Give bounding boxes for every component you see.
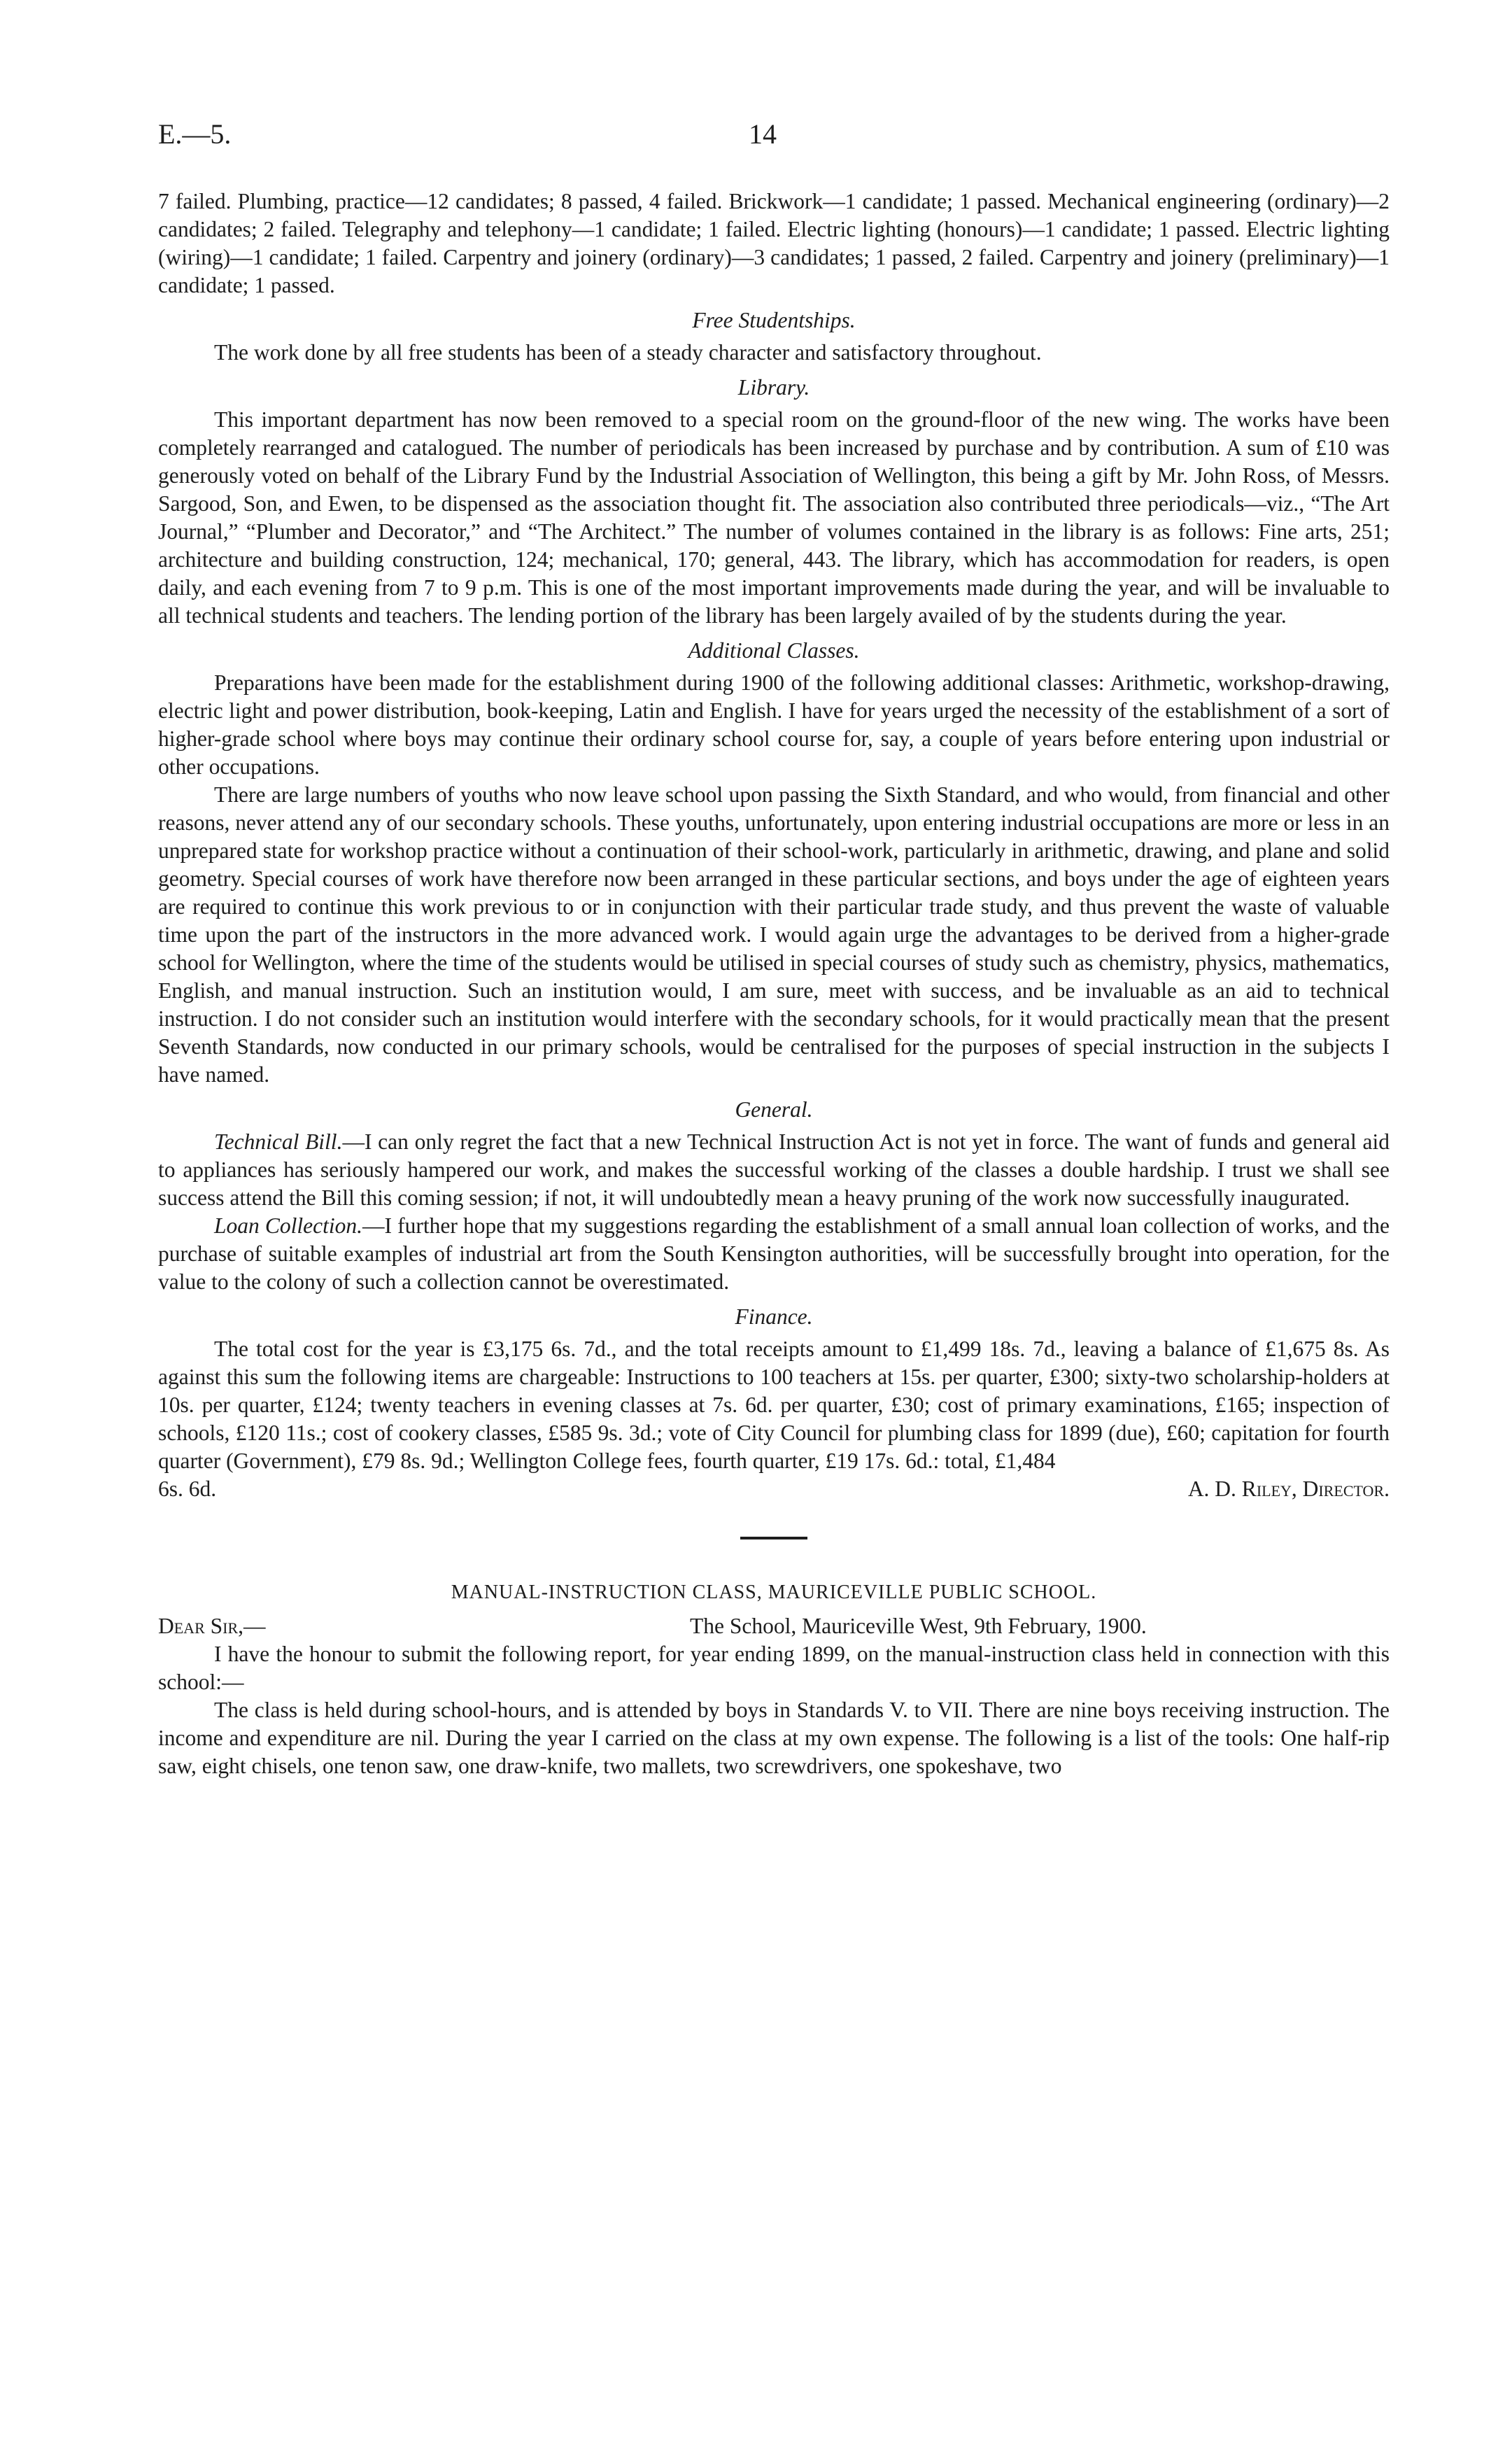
letter-address: The School, Mauriceville West, 9th February, 1900.: [690, 1614, 1147, 1638]
free-studentships-heading: Free Studentships.: [692, 308, 856, 332]
intro-paragraph: 7 failed. Plumbing, practice—12 candidates; 8 passed, 4 failed. Brickwork—1 candidate; 1 passed. Mechanical engineering (ordinary)—2 candidates; 2 failed. Telegraphy and telephony—1 candidate; 1 failed. Electric lighting (honours)—1 candidate; 1 passed. Electric lighting (wiring)—1 candidate; 1 failed. Carpentry and joinery (ordinary)—3 candidates; 1 passed, 2 failed. Carpentry and joinery (preliminary)—1 candidate; 1 passed.: [158, 189, 1390, 297]
loan-collection-text: —I further hope that my suggestions regarding the establishment of a small annual loan collection of works, and the purchase of suitable examples of industrial art from the South Kensington authorities, will be successfully brought into operation, for the value to the colony of such a collection cannot be overestimated.: [158, 1213, 1390, 1294]
mauriceville-caption: MANUAL-INSTRUCTION CLASS, MAURICEVILLE PUBLIC SCHOOL.: [451, 1581, 1097, 1603]
technical-bill-paragraph: [158, 1128, 1390, 1212]
salutation: Dear Sir,—: [158, 1614, 266, 1638]
finance-last-line: 6s. 6d.: [158, 1477, 217, 1501]
finance-heading: Finance.: [735, 1304, 813, 1329]
free-studentships-paragraph: The work done by all free students has been of a steady character and satisfactory throughout.: [214, 340, 1042, 365]
letter-opening: [158, 1612, 1390, 1640]
general-heading: General.: [735, 1097, 813, 1122]
document-body: [158, 188, 1390, 1780]
section-divider: [740, 1537, 807, 1539]
mauriceville-paragraph-1: I have the honour to submit the following report, for year ending 1899, on the manual-instruction class held in connection with this school:—: [158, 1642, 1390, 1694]
loan-collection-lead: Loan Collection.: [214, 1213, 362, 1238]
mauriceville-paragraph-2: The class is held during school-hours, and is attended by boys in Standards V. to VII. There are nine boys receiving instruction. The income and expenditure are nil. During the year I carried on the class at my own expense. The following is a list of the tools: One half-rip saw, eight chisels, one tenon saw, one draw-knife, two mallets, two screwdrivers, one spokeshave, two: [158, 1698, 1390, 1778]
library-paragraph: This important department has now been removed to a special room on the ground-floor of the new wing. The works have been completely rearranged and catalogued. The number of periodicals has been increased by purchase and by contribution. A sum of £10 was generously voted on behalf of the Library Fund by the Industrial Association of Wellington, this being a gift by Mr. John Ross, of Messrs. Sargood, Son, and Ewen, to be dispensed as the association thought fit. The association also contributed three periodicals—viz., “The Art Journal,” “Plumber and Decorator,” and “The Architect.” The number of volumes contained in the library is as follows: Fine arts, 251; architecture and building construction, 124; mechanical, 170; general, 443. The library, which has accommodation for readers, is open daily, and each evening from 7 to 9 p.m. This is one of the most important improvements made during the year, and will be invaluable to all technical students and teachers. The lending portion of the library has been largely availed of by the students during the year.: [158, 407, 1390, 628]
additional-classes-heading: Additional Classes.: [688, 638, 860, 663]
technical-bill-lead: Technical Bill.: [214, 1129, 343, 1154]
page-number: 14: [749, 118, 777, 150]
additional-classes-paragraph-2: There are large numbers of youths who now leave school upon passing the Sixth Standard, and who would, from financial and other reasons, never attend any of our secondary schools. These youths, unfortunately, upon entering industrial occupations are more or less in an unprepared state for workshop practice without a continuation of their school-work, particularly in arithmetic, drawing, and plane and solid geometry. Special courses of work have therefore now been arranged in these particular sections, and boys under the age of eighteen years are required to continue this work previous to or in conjunction with their particular trade study, and thus prevent the waste of valuable time upon the part of the instructors in the more advanced work. I would again urge the advantages to be derived from a higher-grade school for Wellington, where the time of the students would be utilised in special courses of study such as chemistry, physics, mathematics, English, and manual instruction. Such an institution would, I am sure, meet with success, and be invaluable as an aid to technical instruction. I do not consider such an institution would interfere with the secondary schools, for it would practically mean that the present Seventh Standards, now conducted in our primary schools, would be centralised for the purposes of special instruction in the subjects I have named.: [158, 782, 1390, 1087]
finance-signature: A. D. Riley, Director.: [1187, 1477, 1390, 1501]
finance-paragraph: The total cost for the year is £3,175 6s. 7d., and the total receipts amount to £1,499 18s. 7d., leaving a balance of £1,675 8s. As against this sum the following items are chargeable: Instructions to 100 teachers at 15s. per quarter, £300; sixty-two scholarship-holders at 10s. per quarter, £124; twenty teachers in evening classes at 7s. 6d. per quarter, £30; cost of primary examinations, £165; inspection of schools, £120 11s.; cost of cookery classes, £585 9s. 3d.; vote of City Council for plumbing class for 1899 (due), £60; capitation for fourth quarter (Government), £79 8s. 9d.; Wellington College fees, fourth quarter, £19 17s. 6d.: total, £1,484: [158, 1337, 1390, 1473]
loan-collection-paragraph: [158, 1212, 1390, 1296]
technical-bill-text: —I can only regret the fact that a new Technical Instruction Act is not yet in force. The want of funds and general aid to appliances has seriously hampered our work, and makes the successful working of the classes a double hardship. I trust we shall see success attend the Bill this coming session; if not, it will undoubtedly mean a heavy pruning of the work now successfully inaugurated.: [158, 1129, 1390, 1210]
document-reference: E.—5.: [158, 118, 232, 150]
library-heading: Library.: [737, 375, 810, 400]
additional-classes-paragraph-1: Preparations have been made for the establishment during 1900 of the following additional classes: Arithmetic, workshop-drawing, electric light and power distribution, book-keeping, Latin and English. I have for years urged the necessity of the establishment of a sort of higher-grade school where boys may continue their ordinary school course for, say, a couple of years before entering upon industrial or other occupations.: [158, 670, 1390, 779]
finance-signature-line: [158, 1475, 1390, 1503]
